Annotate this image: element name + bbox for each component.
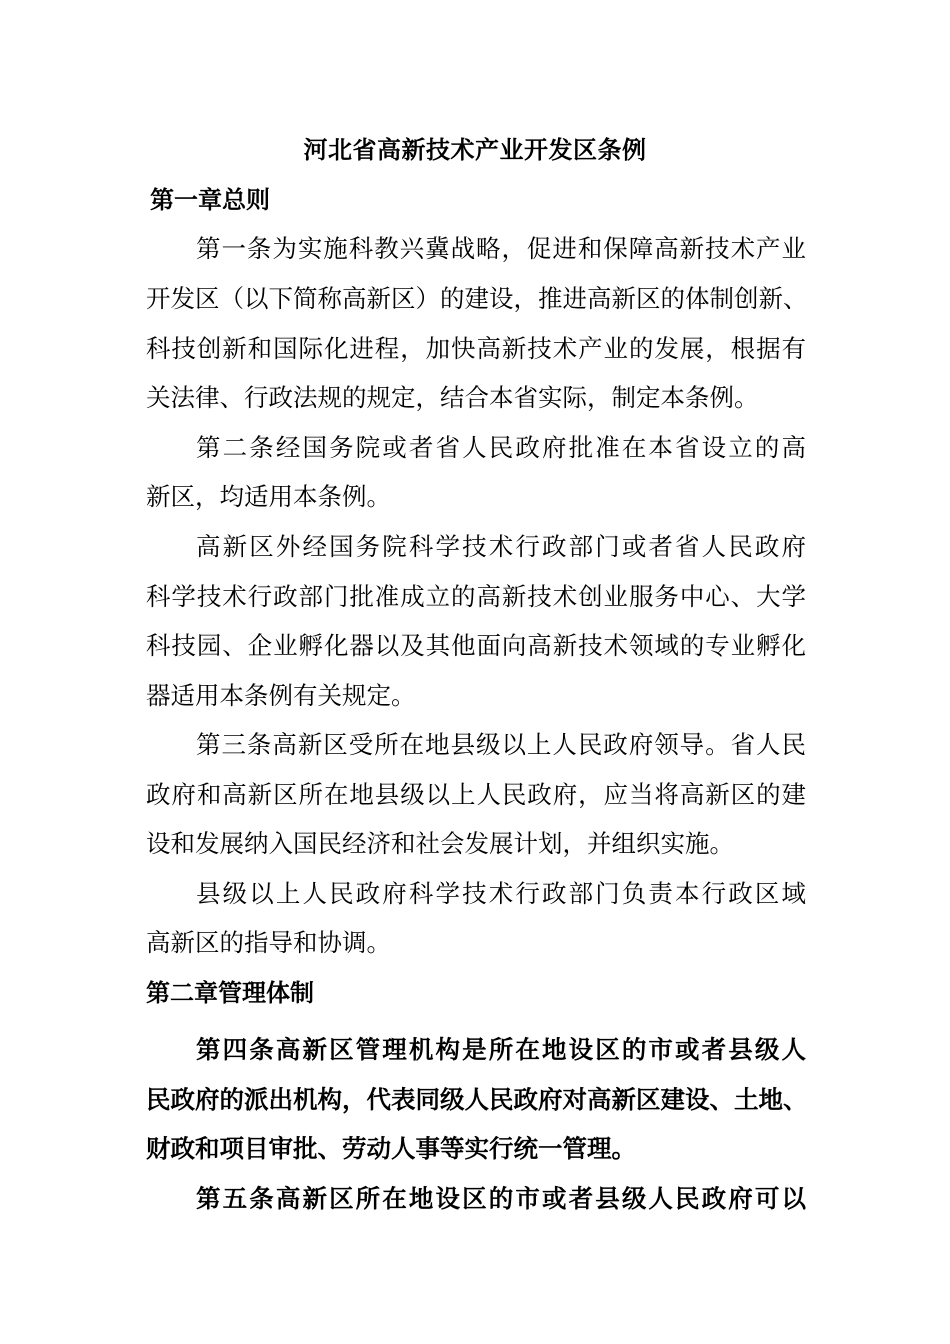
article-2-line-1: 第二条经国务院或者省人民政府批准在本省设立的高	[196, 433, 806, 462]
article-2-para-2-line-3: 科技园、企业孵化器以及其他面向高新技术领域的专业孵化	[146, 631, 806, 660]
article-4-line-1: 第四条高新区管理机构是所在地设区的市或者县级人	[196, 1035, 806, 1064]
chapter-2-heading: 第二章管理体制	[146, 978, 314, 1007]
article-3-para-2-line-1: 县级以上人民政府科学技术行政部门负责本行政区域	[196, 879, 806, 908]
article-3-para-2-line-2: 高新区的指导和协调。	[146, 928, 391, 957]
document-title: 河北省高新技术产业开发区条例	[303, 135, 647, 164]
chapter-1-heading: 第一章总则	[150, 185, 270, 214]
article-5-line-1: 第五条高新区所在地设区的市或者县级人民政府可以	[196, 1184, 806, 1213]
article-1-line-1: 第一条为实施科教兴冀战略，促进和保障高新技术产业	[196, 234, 806, 263]
article-3-line-3: 设和发展纳入国民经济和社会发展计划，并组织实施。	[146, 829, 734, 858]
article-2-para-2-line-4: 器适用本条例有关规定。	[146, 681, 416, 710]
article-4-line-2: 民政府的派出机构，代表同级人民政府对高新区建设、土地、	[146, 1085, 808, 1114]
article-2-para-2-line-2: 科学技术行政部门批准成立的高新技术创业服务中心、大学	[146, 582, 806, 611]
article-3-line-1: 第三条高新区受所在地县级以上人民政府领导。省人民	[196, 730, 806, 759]
article-2-line-2: 新区，均适用本条例。	[146, 482, 391, 511]
article-2-para-2-line-1: 高新区外经国务院科学技术行政部门或者省人民政府	[196, 532, 806, 561]
article-1-line-3: 科技创新和国际化进程，加快高新技术产业的发展，根据有	[146, 334, 806, 363]
article-1-line-2: 开发区（以下简称高新区）的建设，推进高新区的体制创新、	[146, 284, 808, 313]
article-4-line-3: 财政和项目审批、劳动人事等实行统一管理。	[146, 1134, 636, 1163]
article-1-line-4: 关法律、行政法规的规定，结合本省实际，制定本条例。	[146, 383, 759, 412]
article-3-line-2: 政府和高新区所在地县级以上人民政府，应当将高新区的建	[146, 780, 806, 809]
